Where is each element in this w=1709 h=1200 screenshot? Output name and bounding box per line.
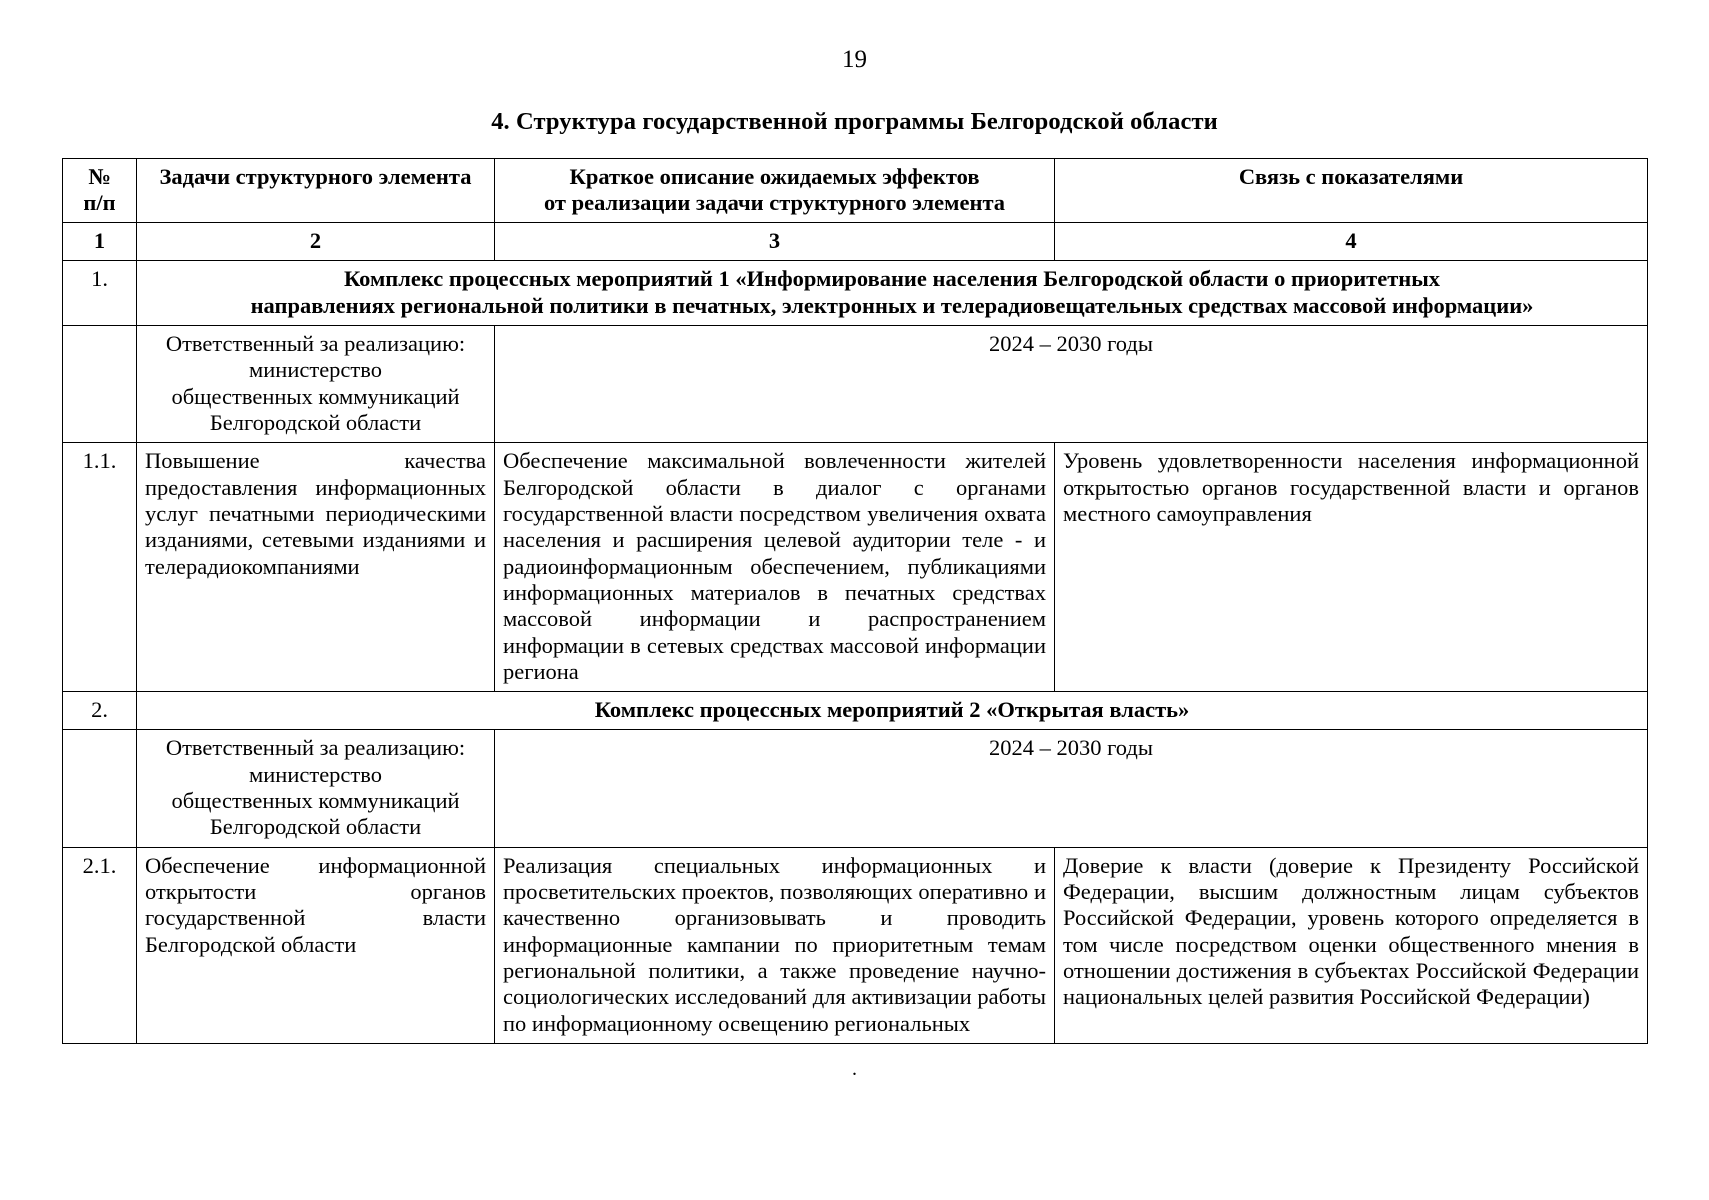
section-1-effect-text: Обеспечение максимальной вовлеченности жителей Белгородской области в диалог с органами государственной власти посредством увеличения охвата населения и расширения целевой аудитории теле - и радиоинформационным обеспечением, публикациями информационных материалов в печатных средствах массовой информации и распространением информации в сетевых средствах массовой информации региона: [495, 443, 1055, 692]
section-2-responsible-line2: министерство: [249, 761, 382, 787]
column-header-effects: [495, 158, 1055, 223]
page-number: 19: [842, 46, 867, 73]
section-1-responsible-line1: Ответственный за реализацию:: [165, 331, 466, 357]
table-row-section-2-task: [63, 847, 1648, 1043]
section-1-responsible-empty-index: [63, 326, 137, 443]
column-number-row: [63, 223, 1648, 261]
section-1-responsible-line4: Белгородской области: [209, 410, 422, 435]
section-1-years: 2024 – 2030 годы: [495, 326, 1648, 443]
section-1-responsible-line2: министерство: [249, 357, 382, 383]
column-header-tasks: Задачи структурного элемента: [137, 158, 495, 223]
section-2-responsible-line4: Белгородской области: [209, 814, 422, 840]
section-1-responsible: [137, 326, 495, 443]
footer-mark: .: [852, 1057, 857, 1080]
column-header-effects-line1: Краткое описание ожидаемых эффектов: [569, 163, 980, 189]
page-title: 4. Структура государственной программы Белгородской области: [491, 107, 1218, 135]
column-number-1: 1: [63, 223, 137, 261]
section-2-task-index: 2.1.: [63, 847, 137, 1043]
column-number-2: 2: [137, 223, 495, 261]
column-header-number-line1: №: [88, 163, 111, 189]
section-2-years: 2024 – 2030 годы: [495, 730, 1648, 847]
table-row-section-1-task: [63, 443, 1648, 692]
section-1-responsible-line3: общественных коммуникаций: [171, 383, 460, 409]
table-header-row: [63, 158, 1648, 223]
table-row-section-1-responsible: [63, 326, 1648, 443]
column-header-number: [63, 158, 137, 223]
section-2-complex-title: [137, 692, 1648, 730]
column-header-effects-line2: от реализации задачи структурного элемента: [543, 189, 1006, 215]
section-2-task-text: Обеспечение информационной открытости органов государственной власти Белгородской области: [137, 847, 495, 1043]
section-1-task-text: Повышение качества предоставления информационных услуг печатными периодическими изданиями, сетевыми изданиями и телерадиокомпаниями: [137, 443, 495, 692]
section-1-complex-line2: направлениях региональной политики в печатных, электронных и телерадиовещательных средствах массовой информации»: [250, 292, 1534, 318]
section-1-complex-line1: Комплекс процессных мероприятий 1 «Информирование населения Белгородской области о приоритетных: [343, 266, 1441, 292]
column-header-number-line2: п/п: [83, 189, 116, 215]
table-row-section-2-responsible: [63, 730, 1648, 847]
column-header-indicators: Связь с показателями: [1055, 158, 1648, 223]
column-number-3: 3: [495, 223, 1055, 261]
program-structure-table: [62, 158, 1648, 1044]
table-row-section-2-title: [63, 692, 1648, 730]
section-2-indicator-text: Доверие к власти (доверие к Президенту Российской Федерации, высшим должностным лицам субъектов Российской Федерации, уровень которого определяется в том числе посредством оценки общественного мнения в отношении достижения в субъектах Российской Федерации национальных целей развития Российской Федерации): [1055, 847, 1648, 1043]
section-1-complex-title: [137, 261, 1648, 326]
table-row-section-1-title: [63, 261, 1648, 326]
section-1-indicator-text: Уровень удовлетворенности населения информационной открытостью органов государственной власти и органов местного самоуправления: [1055, 443, 1648, 692]
section-1-task-index: 1.1.: [63, 443, 137, 692]
section-2-complex-line1: Комплекс процессных мероприятий 2 «Открытая власть»: [594, 697, 1190, 723]
section-1-index: 1.: [63, 261, 137, 326]
section-2-responsible-line1: Ответственный за реализацию:: [165, 735, 466, 761]
section-2-responsible-empty-index: [63, 730, 137, 847]
section-2-responsible: [137, 730, 495, 847]
section-2-effect-text: Реализация специальных информационных и просветительских проектов, позволяющих оперативно и качественно организовывать и проводить информационные кампании по приоритетным темам региональной политики, а также проведение научно-социологических исследований для активизации работы по информационному освещению региональных: [495, 847, 1055, 1043]
column-number-4: 4: [1055, 223, 1648, 261]
section-2-index: 2.: [63, 692, 137, 730]
section-2-responsible-line3: общественных коммуникаций: [171, 788, 460, 814]
